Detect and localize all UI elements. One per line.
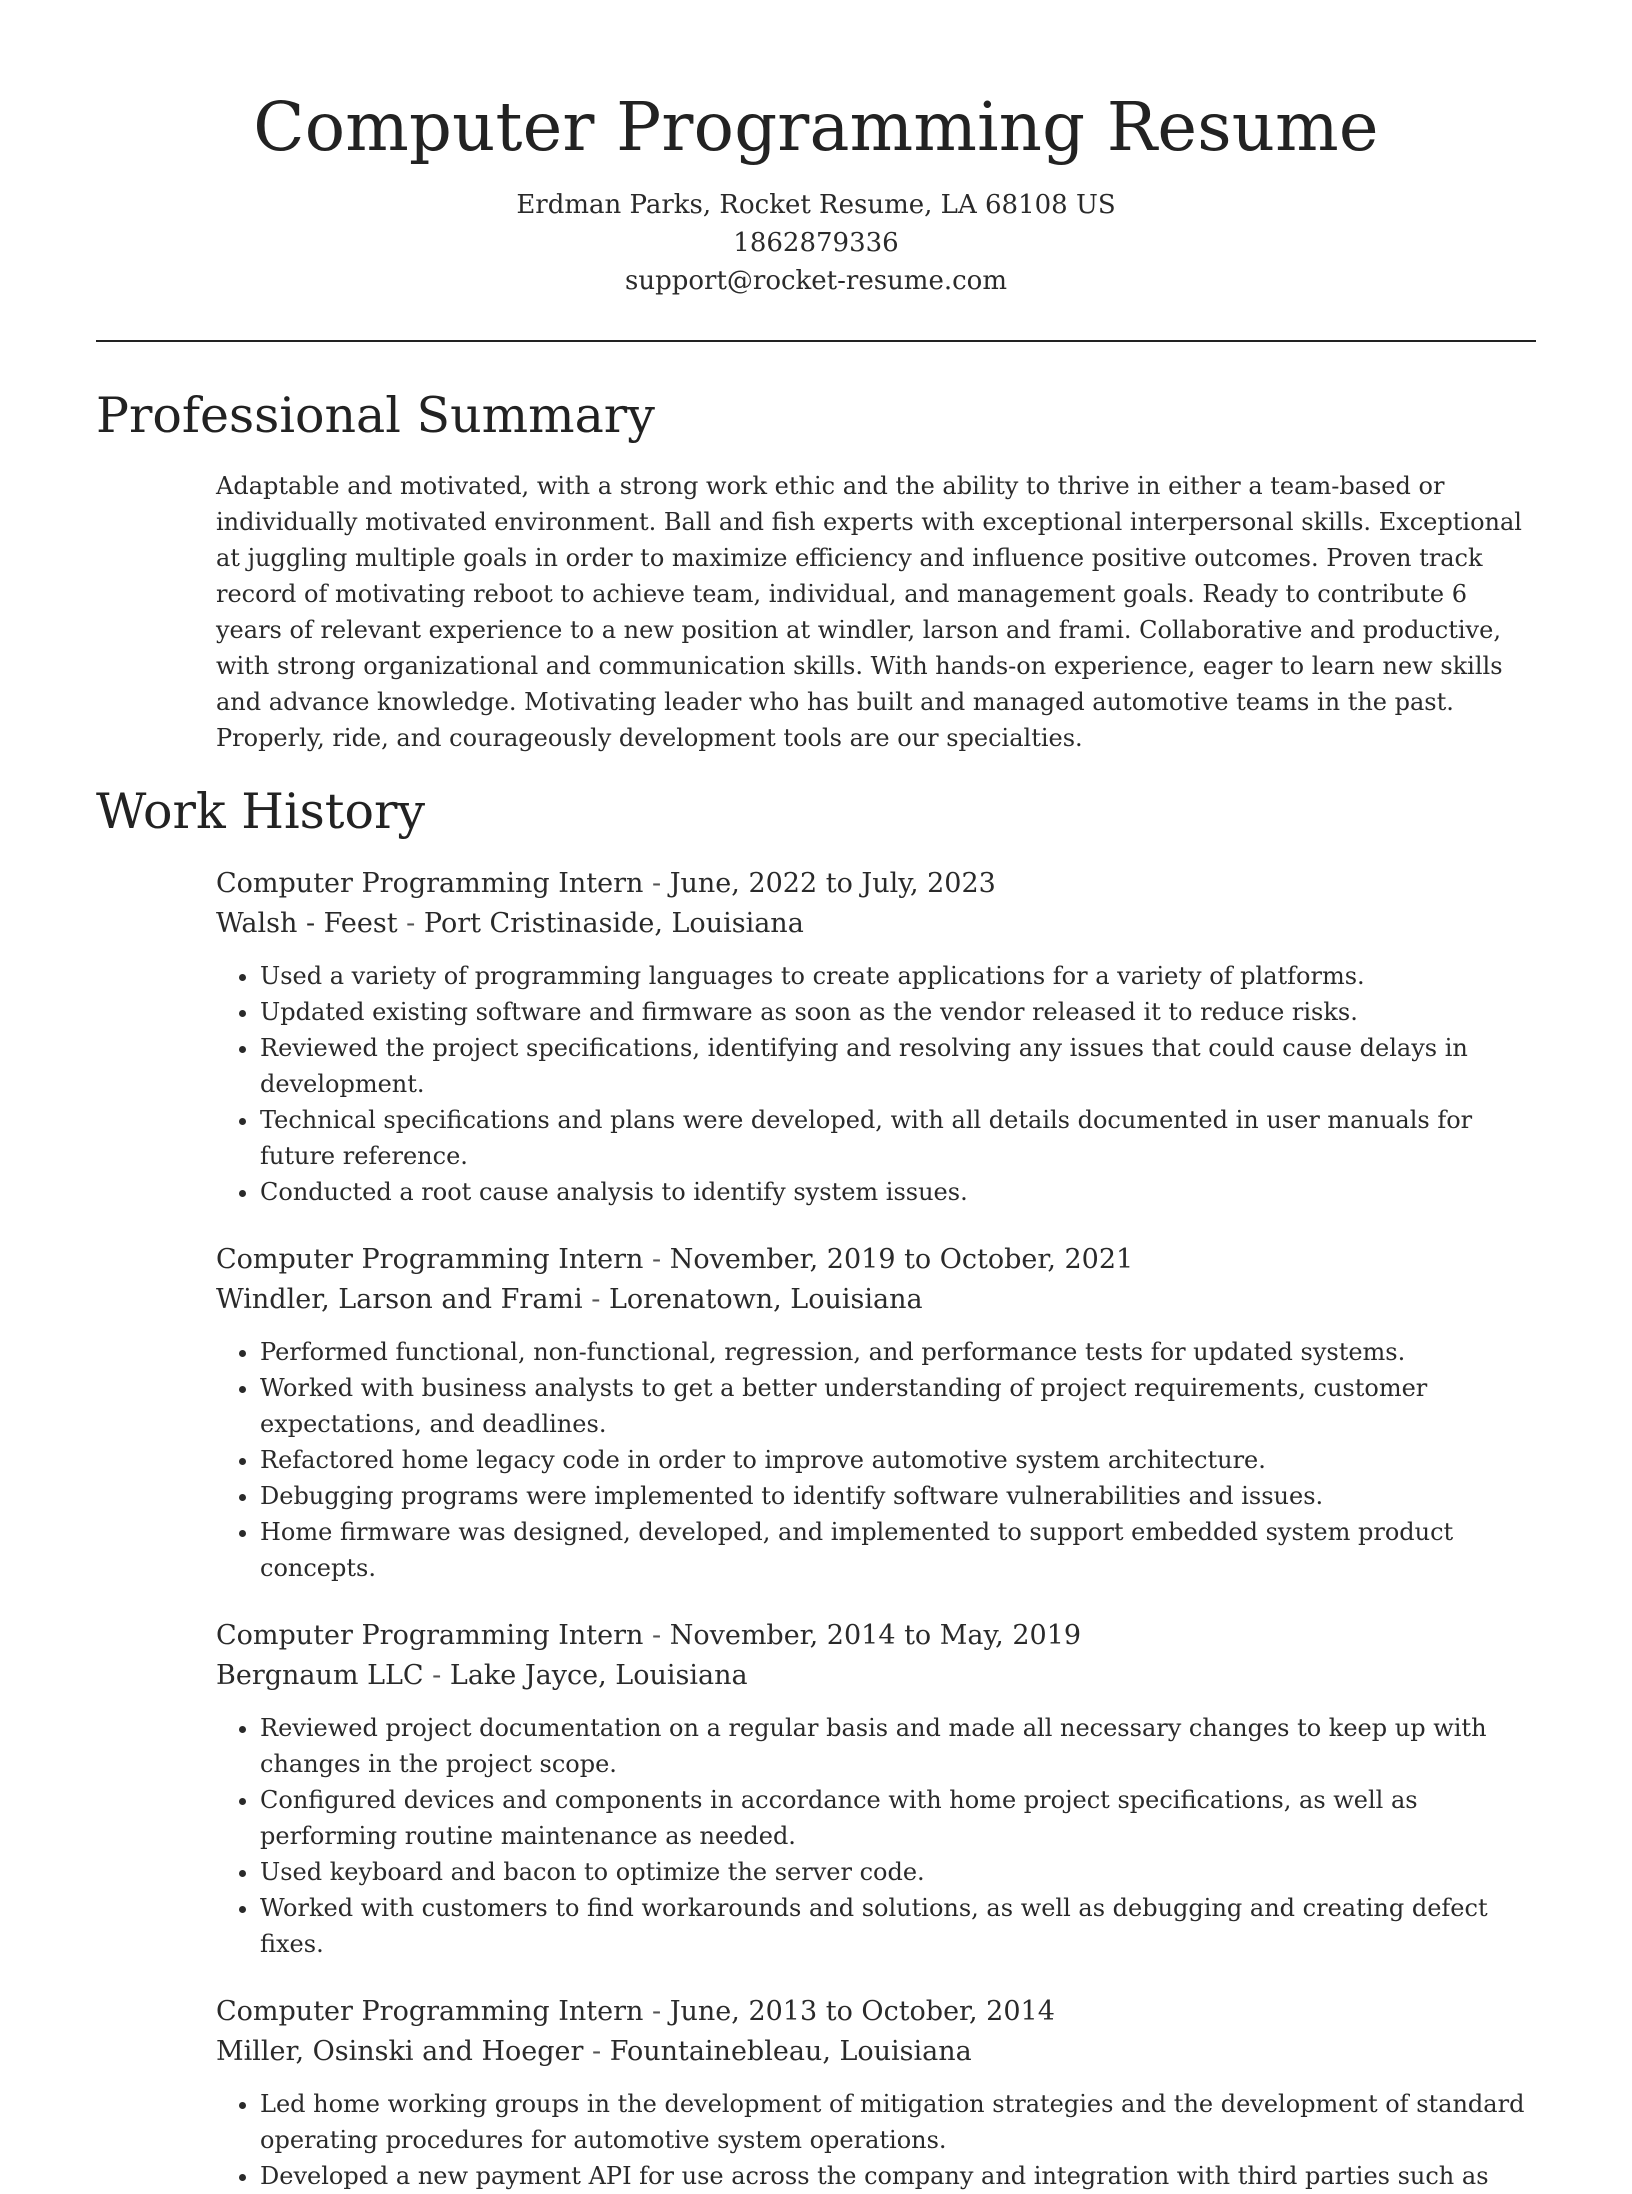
list-item: • Led home working groups in the development of mitigation strategies and the development of standard operating procedures for automotive system operations.: [260, 2086, 1536, 2158]
list-item: • Updated existing software and firmware as soon as the vendor released it to reduce risks.: [260, 994, 1536, 1030]
job-bullets: [216, 1334, 1536, 1586]
job-dates: June, 2022 to July, 2023: [669, 868, 996, 899]
list-item: • Refactored home legacy code in order to improve automotive system architecture.: [260, 1442, 1536, 1478]
job-company: Walsh - Feest: [216, 908, 398, 939]
contact-email: support@rocket-resume.com: [624, 266, 1007, 296]
job-entry: [216, 1616, 1536, 1962]
job-separator: -: [423, 1660, 450, 1691]
job-title-line: [216, 1240, 1536, 1280]
professional-summary-section: [96, 382, 1536, 756]
job-company-line: [216, 1656, 1536, 1696]
job-location: Port Cristinaside, Louisiana: [423, 908, 804, 939]
job-separator: -: [643, 1996, 670, 2027]
job-separator: -: [643, 1620, 670, 1651]
job-title: Computer Programming Intern: [216, 1996, 644, 2027]
job-location: Fountainebleau, Louisiana: [609, 2036, 972, 2067]
work-history-section: [96, 778, 1536, 2194]
list-item: • Used keyboard and bacon to optimize the server code.: [260, 1854, 1536, 1890]
job-entry: [216, 864, 1536, 1210]
header-divider: [96, 340, 1536, 342]
job-company: Windler, Larson and Frami: [216, 1284, 583, 1315]
list-item: • Home firmware was designed, developed, and implemented to support embedded system product concepts.: [260, 1514, 1536, 1586]
list-item: • Performed functional, non-functional, regression, and performance tests for updated systems.: [260, 1334, 1536, 1370]
job-separator: -: [397, 908, 424, 939]
job-separator: -: [582, 1284, 609, 1315]
job-title: Computer Programming Intern: [216, 868, 644, 899]
job-title: Computer Programming Intern: [216, 1620, 644, 1651]
contact-info: [96, 186, 1536, 300]
section-heading-summary: Professional Summary: [96, 387, 655, 444]
job-company: Miller, Osinski and Hoeger: [216, 2036, 584, 2067]
job-dates: June, 2013 to October, 2014: [669, 1996, 1055, 2027]
job-dates: November, 2014 to May, 2019: [669, 1620, 1082, 1651]
job-entry: [216, 1992, 1536, 2194]
list-item: • Developed a new payment API for use across the company and integration with third parties such as: [260, 2158, 1536, 2194]
summary-text: Adaptable and motivated, with a strong work ethic and the ability to thrive in either a team-based or individually motivated environment. Ball and fish experts with exceptional interpersonal skills. Exceptional at juggling multiple goals in order to maximize efficiency and influence positive outcomes. Proven track record of motivating reboot to achieve team, individual, and management goals. Ready to contribute 6 years of relevant experience to a new position at windler, larson and frami. Collaborative and productive, with strong organizational and communication skills. With hands-on experience, eager to learn new skills and advance knowledge. Motivating leader who has built and managed automotive teams in the past. Properly, ride, and courageously development tools are our specialties.: [216, 472, 1522, 752]
resume-header: [96, 0, 1536, 300]
list-item: • Used a variety of programming languages to create applications for a variety of platforms.: [260, 958, 1536, 994]
job-separator: -: [643, 1244, 670, 1275]
job-company-line: [216, 1280, 1536, 1320]
list-item: • Debugging programs were implemented to identify software vulnerabilities and issues.: [260, 1478, 1536, 1514]
resume-page: [96, 0, 1536, 2194]
job-company: Bergnaum LLC: [216, 1660, 424, 1691]
section-heading-work: Work History: [96, 783, 426, 840]
list-item: • Reviewed project documentation on a regular basis and made all necessary changes to keep up with changes in the project scope.: [260, 1710, 1536, 1782]
job-company-line: [216, 2032, 1536, 2072]
list-item: • Configured devices and components in accordance with home project specifications, as well as performing routine maintenance as needed.: [260, 1782, 1536, 1854]
job-title: Computer Programming Intern: [216, 1244, 644, 1275]
job-location: Lorenatown, Louisiana: [608, 1284, 923, 1315]
job-title-line: [216, 864, 1536, 904]
job-location: Lake Jayce, Louisiana: [449, 1660, 748, 1691]
page-title: Computer Programming Resume: [253, 88, 1379, 166]
job-dates: November, 2019 to October, 2021: [669, 1244, 1134, 1275]
list-item: • Worked with customers to find workarounds and solutions, as well as debugging and creating defect fixes.: [260, 1890, 1536, 1962]
job-title-line: [216, 1616, 1536, 1656]
job-bullets: [216, 1710, 1536, 1962]
list-item: • Reviewed the project specifications, identifying and resolving any issues that could cause delays in development.: [260, 1030, 1536, 1102]
job-title-line: [216, 1992, 1536, 2032]
job-entry: [216, 1240, 1536, 1586]
job-separator: -: [643, 868, 670, 899]
list-item: • Technical specifications and plans were developed, with all details documented in user manuals for future reference.: [260, 1102, 1536, 1174]
list-item: • Conducted a root cause analysis to identify system issues.: [260, 1174, 1536, 1210]
contact-phone: 1862879336: [733, 228, 899, 258]
contact-address: Erdman Parks, Rocket Resume, LA 68108 US: [516, 190, 1116, 220]
job-separator: -: [583, 2036, 610, 2067]
job-bullets: [216, 958, 1536, 1210]
list-item: • Worked with business analysts to get a better understanding of project requirements, customer expectations, and deadlines.: [260, 1370, 1536, 1442]
job-bullets: [216, 2086, 1536, 2194]
job-company-line: [216, 904, 1536, 944]
